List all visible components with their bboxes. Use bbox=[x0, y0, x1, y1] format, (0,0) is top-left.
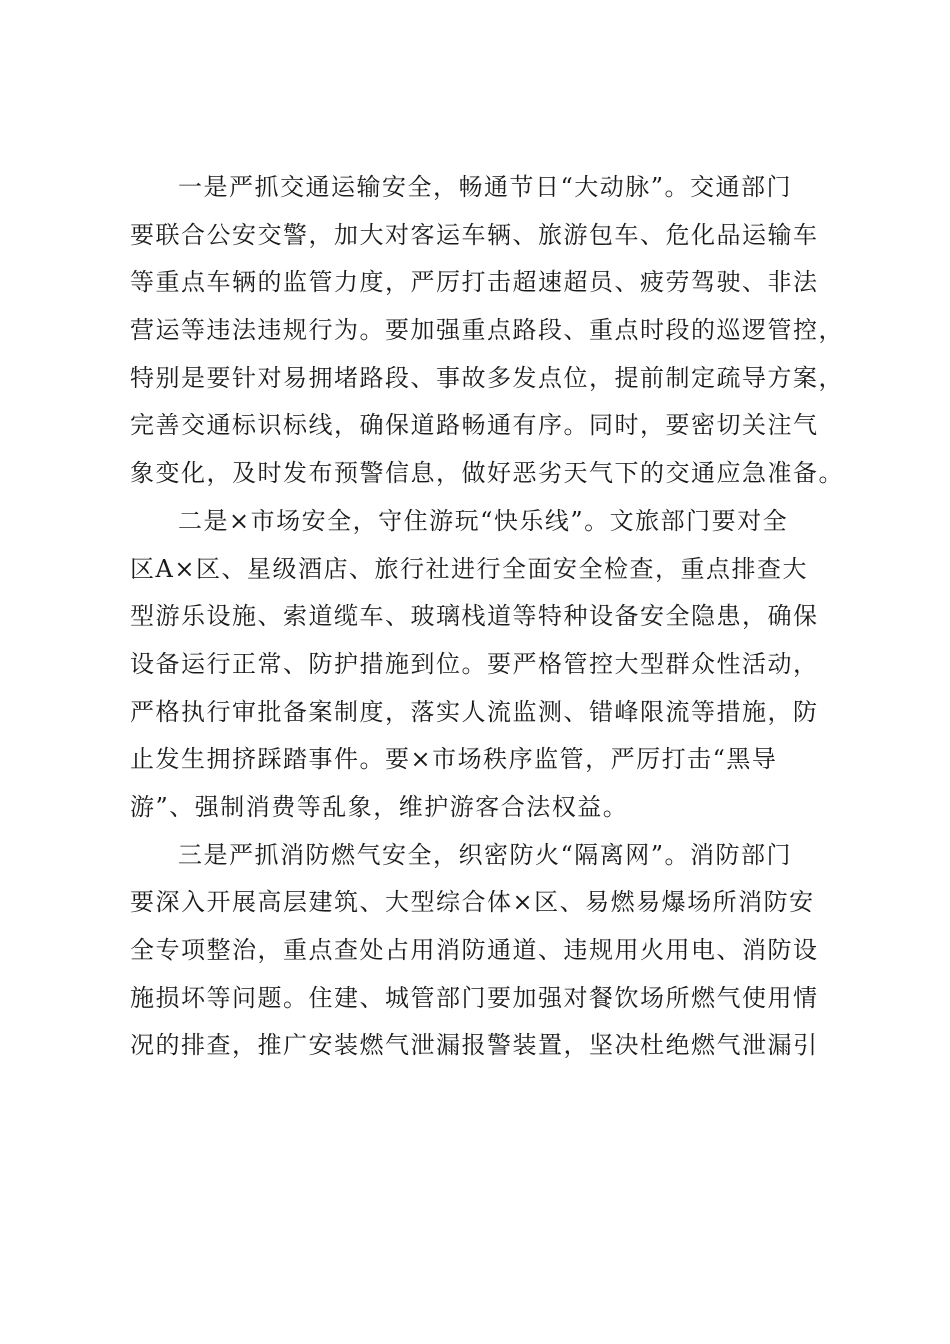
paragraph-line: 等重点车辆的监管力度，严厉打击超速超员、疲劳驾驶、非法 bbox=[130, 268, 819, 297]
paragraph-line: 象变化，及时发布预警信息，做好恶劣天气下的交通应急准备。 bbox=[130, 459, 844, 488]
paragraph-line: 区A×区、星级酒店、旅行社进行全面安全检查，重点排查大 bbox=[130, 554, 808, 583]
paragraph-line: 止发生拥挤踩踏事件。要×市场秩序监管，严厉打击“黑导 bbox=[130, 745, 778, 774]
paragraph-line: 设备运行正常、防护措施到位。要严格管控大型群众性活动， bbox=[130, 649, 819, 678]
paragraph-line: 完善交通标识标线，确保道路畅通有序。同时，要密切关注气 bbox=[130, 411, 819, 440]
paragraph-line: 营运等违法违规行为。要加强重点路段、重点时段的巡逻管控， bbox=[130, 316, 844, 345]
paragraph-market-safety bbox=[130, 498, 845, 832]
paragraph-line: 全专项整治，重点查处占用消防通道、违规用火用电、消防设 bbox=[130, 936, 819, 964]
paragraph-line: 特别是要针对易拥堵路段、事故多发点位，提前制定疏导方案， bbox=[130, 363, 844, 392]
paragraph-line: 要深入开展高层建筑、大型综合体×区、易燃易爆场所消防安 bbox=[130, 888, 815, 917]
paragraph-line: 一是严抓交通运输安全，畅通节日“大动脉”。交通部门 bbox=[178, 173, 793, 201]
paragraph-fire-gas-safety bbox=[130, 832, 845, 1070]
paragraph-line: 二是×市场安全，守住游玩“快乐线”。文旅部门要对全 bbox=[178, 506, 789, 535]
paragraph-line: 三是严抓消防燃气安全，织密防火“隔离网”。消防部门 bbox=[178, 840, 793, 869]
document-body bbox=[130, 164, 845, 1070]
paragraph-line: 施损坏等问题。住建、城管部门要加强对餐饮场所燃气使用情 bbox=[130, 983, 819, 1012]
paragraph-line: 型游乐设施、索道缆车、玻璃栈道等特种设备安全隐患，确保 bbox=[130, 602, 819, 631]
paragraph-line: 严格执行审批备案制度，落实人流监测、错峰限流等措施，防 bbox=[130, 697, 819, 726]
paragraph-line: 游”、强制消费等乱象，维护游客合法权益。 bbox=[130, 792, 629, 821]
paragraph-traffic-safety bbox=[130, 164, 845, 498]
paragraph-line: 况的排查，推广安装燃气泄漏报警装置，坚决杜绝燃气泄漏引 bbox=[130, 1031, 819, 1060]
paragraph-line: 要联合公安交警，加大对客运车辆、旅游包车、危化品运输车 bbox=[130, 220, 819, 249]
